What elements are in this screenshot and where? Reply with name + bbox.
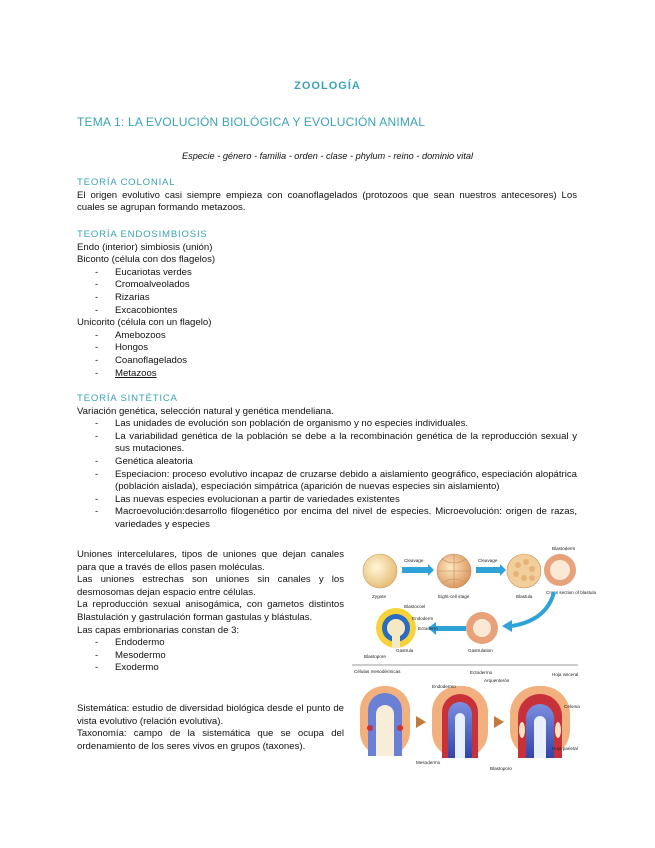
paragraph-reproduccion: La reproducción sexual anisogámica, con gametos distintos Blastulación y gastrulación forman gastulas y blástulas. bbox=[77, 599, 344, 623]
list-item: - Rizarias bbox=[77, 292, 577, 305]
eight-cell-label: Eight-cell stage bbox=[438, 594, 470, 599]
zygote-label: Zygote bbox=[372, 594, 387, 599]
gastrula-embryo bbox=[376, 608, 416, 648]
cleavage-arrow-1 bbox=[402, 564, 434, 576]
blastocoel-label: Blastocoel bbox=[404, 604, 426, 609]
ectodermo-label: Ectodermo bbox=[470, 670, 493, 675]
list-item bbox=[77, 368, 577, 381]
cross-section-label: Cross section of blastula bbox=[546, 590, 597, 595]
list-item: - Coanoflagelados bbox=[77, 355, 577, 368]
sintetica-list bbox=[77, 418, 577, 531]
list-item: - Mesodermo bbox=[77, 650, 344, 663]
colonial-text: El origen evolutivo casi siempre empieza con coanoflagelados (protozoos que sean nuestros antecesores) Los cuales se agrupan formando metazoos. bbox=[77, 189, 577, 214]
zygote-cell bbox=[363, 554, 397, 588]
cleavage-label-1: Cleavage bbox=[404, 558, 424, 563]
gastrulation-label: Gastrulation bbox=[468, 648, 493, 653]
unikont-label: Unicorito (célula con un flagelo) bbox=[77, 317, 212, 329]
list-item: - Especiacion: proceso evolutivo incapaz de cruzarse debido a aislamiento geográfico, especiación alopátrica (población aislada), especiación simpátrica (aparición de nuevas especies sin aislamiento) bbox=[77, 469, 577, 494]
mesodermo-label: Mesodermo bbox=[416, 760, 441, 765]
blastula-label: Blastula bbox=[516, 594, 533, 599]
list-item: - Cromoalveolados bbox=[77, 279, 577, 292]
ectoderm-label: Ectoderm bbox=[418, 626, 438, 631]
eight-cell-embryo bbox=[437, 554, 471, 588]
bikont-label: Biconto (célula con dos flagelos) bbox=[77, 254, 216, 266]
cleavage-arrow-2 bbox=[476, 564, 506, 576]
layers-list bbox=[77, 637, 344, 675]
sintetica-intro: Variación genética, selección natural y genética mendeliana. bbox=[77, 405, 334, 417]
sistematica-block bbox=[77, 703, 344, 753]
section-embryo-1 bbox=[360, 686, 410, 756]
endodermo-label: Endodermo bbox=[432, 684, 456, 689]
list-item: - Endodermo bbox=[77, 637, 344, 650]
embryo-development-figure bbox=[352, 540, 597, 772]
paragraph-uniones: Uniones intercelulares, tipos de uniones que dejan canales para que a través de ellos pasen moléculas. bbox=[77, 549, 344, 573]
section-embryo-2 bbox=[432, 686, 488, 758]
endo-section bbox=[77, 229, 577, 380]
arrow-2 bbox=[494, 716, 504, 728]
early-gastrula bbox=[466, 612, 498, 644]
sintetica-section bbox=[77, 393, 577, 532]
arrow-1 bbox=[416, 716, 426, 728]
list-item: - La variabilidad genética de la población se debe a la recombinación genética de la reproducción sexual y sus mutaciones. bbox=[77, 431, 577, 456]
colonial-heading: TEORÍA COLONIAL bbox=[77, 177, 176, 188]
sintetica-heading: TEORÍA SINTÉTICA bbox=[77, 393, 178, 404]
hoja-visceral-label: Hoja visceral bbox=[552, 672, 579, 677]
list-item: - Las nuevas especies evolucionan a partir de variedades existentes bbox=[77, 494, 577, 507]
metazoos-underlined: Metazoos bbox=[115, 367, 157, 379]
unikont-list bbox=[77, 330, 577, 380]
blastopore-label: Blastopore bbox=[364, 654, 386, 659]
endo-heading: TEORÍA ENDOSIMBIOSIS bbox=[77, 229, 208, 240]
endoderm-label: Endoderm bbox=[412, 616, 434, 621]
endo-line1: Endo (interior) simbiosis (unión) bbox=[77, 241, 213, 253]
list-item: - Exodermo bbox=[77, 662, 344, 675]
list-item: - Las unidades de evolución son población de organismo y no especies individuales. bbox=[77, 418, 577, 431]
paragraph-estrechas: Las uniones estrechas son uniones sin canales y los desmosomas dejan espacio entre células. bbox=[77, 574, 344, 598]
blastoderm-label: Blastoderm bbox=[552, 546, 576, 551]
hoja-parietal-label: Hoja parietal bbox=[552, 746, 578, 751]
celoma-label: Celoma bbox=[564, 704, 580, 709]
list-item: - Eucariotas verdes bbox=[77, 267, 577, 280]
section-heading-tema: TEMA 1: LA EVOLUCIÓN BIOLÓGICA Y EVOLUCIÓN ANIMAL bbox=[77, 115, 426, 129]
cleavage-label-2: Cleavage bbox=[478, 558, 498, 563]
blastoporo-label: Blastoporo bbox=[490, 766, 512, 771]
gastrula-label: Gastrula bbox=[396, 648, 414, 653]
celulas-label: Células mesodérmicas bbox=[354, 669, 401, 674]
list-item: - Hongos bbox=[77, 342, 577, 355]
colonial-section bbox=[77, 177, 577, 215]
list-item: - Genética aleatoria bbox=[77, 456, 577, 469]
blastula-embryo bbox=[507, 554, 541, 588]
document-title: ZOOLOGÍA bbox=[294, 80, 361, 92]
list-item: - Excacobiontes bbox=[77, 305, 577, 318]
arquenteron-label: Arquenterón bbox=[484, 678, 510, 683]
blastula-cross-section bbox=[544, 554, 576, 586]
bikont-list bbox=[77, 267, 577, 317]
paragraph-taxonomia: Taxonomía: campo de la sistemática que se ocupa del ordenamiento de los seres vivos en grupos (taxones). bbox=[77, 728, 344, 752]
list-item: - Amebozoos bbox=[77, 330, 577, 343]
embryo-text-block bbox=[77, 549, 344, 675]
taxonomy-line: Especie - género - familia - orden - clase - phylum - reino - dominio vital bbox=[181, 151, 474, 161]
list-item: - Macroevolución:desarrollo filogenético por encima del nivel de especies. Microevolución: origen de razas, variedades y especies bbox=[77, 506, 577, 531]
paragraph-sistematica: Sistemática: estudio de diversidad biológica desde el punto de vista evolutivo (relación evolutiva). bbox=[77, 703, 344, 727]
paragraph-capas: Las capas embrionarias constan de 3: bbox=[77, 624, 240, 636]
